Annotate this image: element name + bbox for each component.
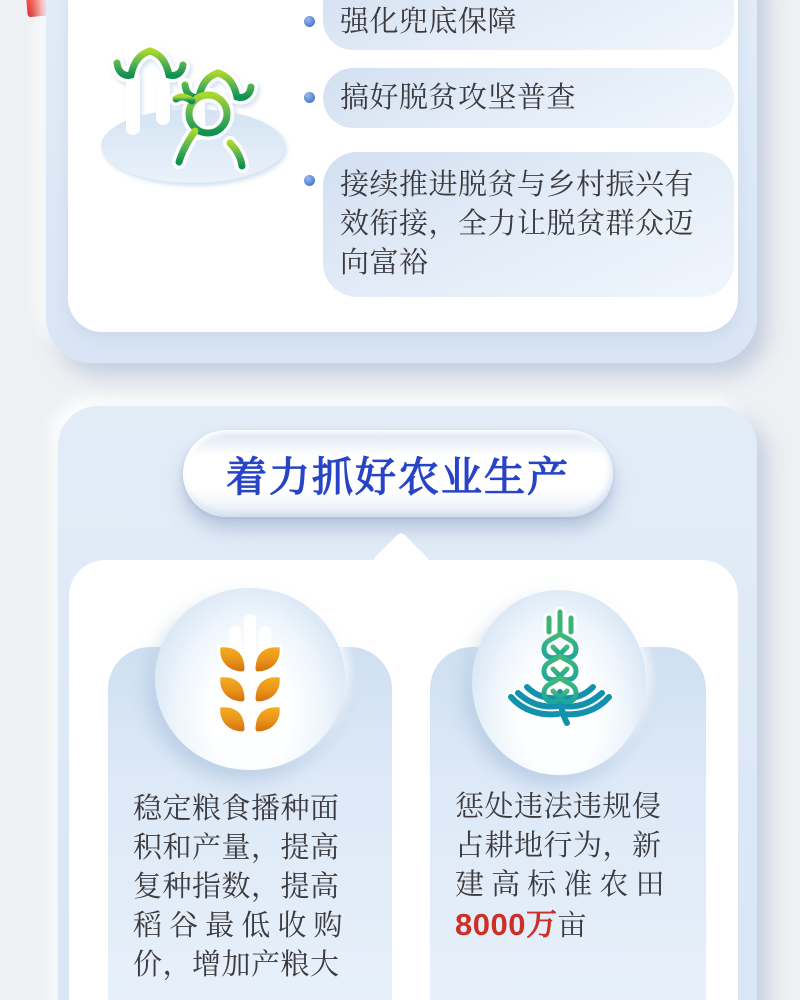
- highlight-unit: 亩: [557, 910, 587, 942]
- rice-seedling-field-icon: [502, 606, 618, 734]
- text-line: 稻谷最低收购: [133, 910, 343, 942]
- bullet-label: 强化兜底保障: [340, 5, 518, 38]
- wheat-ear-icon: [207, 610, 293, 738]
- text-line: 价，增加产粮大: [133, 949, 340, 981]
- text-line: 积和产量，提高: [133, 832, 340, 864]
- bullet-label: 接续推进脱贫与乡村振兴有效衔接，全力让脱贫群众迈向富裕: [340, 169, 695, 279]
- text-line: 建高标准农田: [455, 869, 665, 901]
- text-line: [455, 905, 665, 946]
- section-title-pill: [183, 430, 613, 517]
- text-line: 复种指数，提高: [133, 871, 340, 903]
- section-title: 着力抓好农业生产: [226, 454, 570, 500]
- text-line: 惩处违法违规侵: [455, 791, 662, 823]
- bullet-label: 搞好脱贫攻坚普查: [340, 81, 577, 114]
- text-line: 占耕地行为，新: [455, 830, 662, 862]
- highlight-number: 8000万: [455, 907, 558, 942]
- farmland-protection-text: [455, 788, 665, 946]
- grain-production-text: [133, 790, 343, 985]
- text-line: 稳定粮食播种面: [133, 793, 340, 825]
